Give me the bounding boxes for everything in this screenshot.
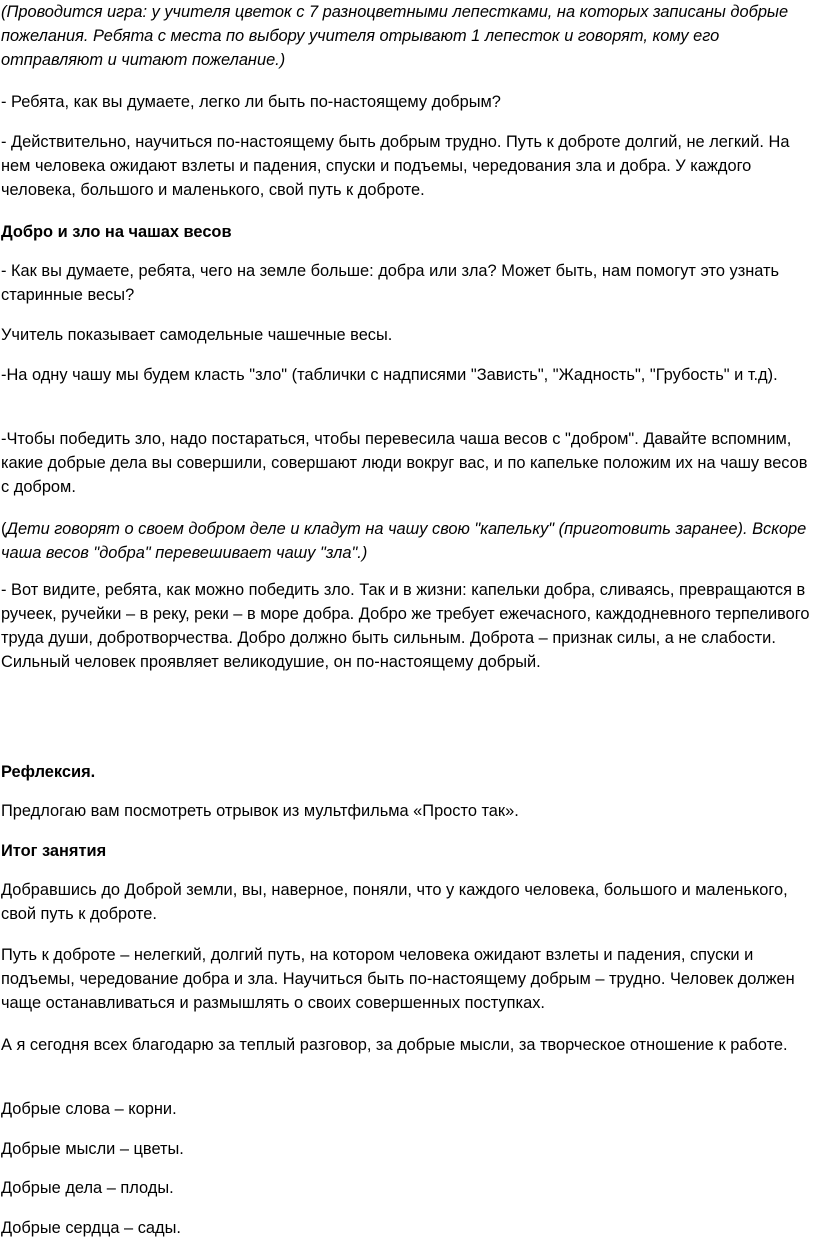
conclusion-paragraph: - Вот видите, ребята, как можно победить зло. Так и в жизни: капельки добра, сливаясь, превращаются в ручеек, ручейки – в реку, реки – в море добра. Добро же требует ежечасного, каждодневного терпеливого труда души, добротворчества. Добро должно быть сильным. Доброта – признак силы, а не слабости. Сильный человек проявляет великодушие, он по-настоящему добрый.	[1, 581, 810, 671]
heading-lesson-summary: Итог занятия	[1, 842, 107, 860]
summary-paragraph-1: Добравшись до Доброй земли, вы, наверное, поняли, что у каждого человека, большого и маленького, свой путь к доброте.	[1, 881, 788, 923]
open-paren: (	[1, 520, 7, 538]
cartoon-suggestion: Предлогаю вам посмотреть отрывок из мультфильма «Просто так».	[1, 802, 519, 820]
saying-thoughts-flowers: Добрые мысли – цветы.	[1, 1140, 184, 1158]
children-activity-italic: Дети говорят о своем добром деле и кладут на чашу свою "капельку" (приготовить заранее). Вскоре чаша весов "добра" перевешивает чашу "зла".)	[1, 520, 807, 562]
intro-game-description: (Проводится игра: у учителя цветок с 7 разноцветными лепестками, на которых записаны добрые пожелания. Ребята с места по выбору учителя отрывают 1 лепесток и говорят, кому его отправляют и читают пожелание.)	[1, 3, 789, 69]
summary-paragraph-2: Путь к доброте – нелегкий, долгий путь, на котором человека ожидают взлеты и падения, спуски и подъемы, чередование добра и зла. Научиться быть по-настоящему добрым – трудно. Человек должен чаще останавливаться и размышлять о своих совершенных поступках.	[1, 946, 795, 1012]
saying-words-roots: Добрые слова – корни.	[1, 1100, 177, 1118]
heading-reflection: Рефлексия.	[1, 763, 96, 781]
question-more-good-or-evil: - Как вы думаете, ребята, чего на земле больше: добра или зла? Может быть, нам помогут это узнать старинные весы?	[1, 262, 780, 304]
teacher-shows-scales: Учитель показывает самодельные чашечные весы.	[1, 326, 393, 344]
thanks-paragraph: А я сегодня всех благодарю за теплый разговор, за добрые мысли, за творческое отношение к работе.	[1, 1036, 788, 1054]
heading-good-and-evil-scales: Добро и зло на чашах весов	[1, 223, 232, 241]
children-activity-note	[1, 517, 814, 565]
evil-pan-instruction: -На одну чашу мы будем класть "зло" (таблички с надписями "Зависть", "Жадность", "Грубость" и т.д).	[1, 366, 778, 384]
defeat-evil-instruction: -Чтобы победить зло, надо постараться, чтобы перевесила чаша весов с "добром". Давайте вспомним, какие добрые дела вы совершили, совершают люди вокруг вас, и по капельке положим их на чашу весов с добром.	[1, 430, 808, 496]
saying-deeds-fruits: Добрые дела – плоды.	[1, 1179, 174, 1197]
question-easy-to-be-kind: - Ребята, как вы думаете, легко ли быть по-настоящему добрым?	[1, 93, 501, 111]
answer-hard-to-be-kind: - Действительно, научиться по-настоящему быть добрым трудно. Путь к доброте долгий, не легкий. На нем человека ожидают взлеты и падения, спуски и подъемы, чередования зла и добра. У каждого человека, большого и маленького, свой путь к доброте.	[1, 133, 790, 199]
saying-hearts-gardens: Добрые сердца – сады.	[1, 1219, 181, 1237]
